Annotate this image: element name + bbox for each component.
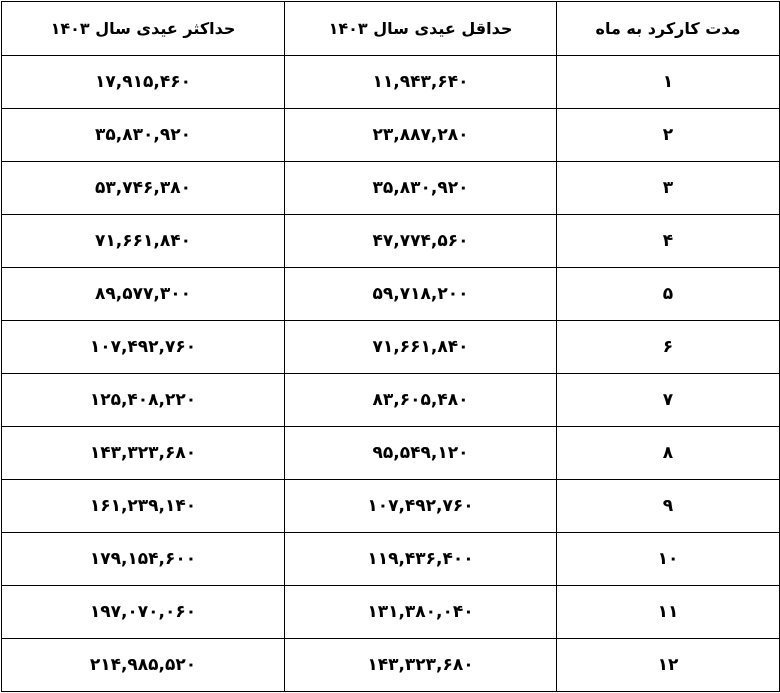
cell-min-eidi: ۸۳,۶۰۵,۴۸۰ — [285, 374, 557, 427]
cell-min-eidi: ۲۳,۸۸۷,۲۸۰ — [285, 109, 557, 162]
table-row — [2, 480, 780, 533]
cell-months: ۲ — [557, 109, 780, 162]
eidi-table — [1, 1, 780, 692]
cell-min-eidi: ۱۳۱,۳۸۰,۰۴۰ — [285, 586, 557, 639]
cell-max-eidi: ۱۷,۹۱۵,۴۶۰ — [2, 56, 285, 109]
cell-max-eidi: ۱۰۷,۴۹۲,۷۶۰ — [2, 321, 285, 374]
table-row — [2, 56, 780, 109]
cell-max-eidi: ۵۳,۷۴۶,۳۸۰ — [2, 162, 285, 215]
cell-months: ۱۱ — [557, 586, 780, 639]
table-row — [2, 268, 780, 321]
cell-min-eidi: ۴۷,۷۷۴,۵۶۰ — [285, 215, 557, 268]
cell-max-eidi: ۱۶۱,۲۳۹,۱۴۰ — [2, 480, 285, 533]
header-max-eidi: حداکثر عیدی سال ۱۴۰۳ — [2, 2, 285, 56]
cell-min-eidi: ۱۱۹,۴۳۶,۴۰۰ — [285, 533, 557, 586]
table-row — [2, 586, 780, 639]
cell-min-eidi: ۱۴۳,۳۲۳,۶۸۰ — [285, 639, 557, 692]
table-row — [2, 162, 780, 215]
cell-min-eidi: ۳۵,۸۳۰,۹۲۰ — [285, 162, 557, 215]
cell-months: ۳ — [557, 162, 780, 215]
table-row — [2, 374, 780, 427]
cell-min-eidi: ۵۹,۷۱۸,۲۰۰ — [285, 268, 557, 321]
cell-max-eidi: ۳۵,۸۳۰,۹۲۰ — [2, 109, 285, 162]
header-months: مدت کارکرد به ماه — [557, 2, 780, 56]
table-row — [2, 321, 780, 374]
cell-months: ۷ — [557, 374, 780, 427]
cell-min-eidi: ۷۱,۶۶۱,۸۴۰ — [285, 321, 557, 374]
table-row — [2, 109, 780, 162]
table-row — [2, 427, 780, 480]
cell-min-eidi: ۹۵,۵۴۹,۱۲۰ — [285, 427, 557, 480]
cell-max-eidi: ۱۷۹,۱۵۴,۶۰۰ — [2, 533, 285, 586]
cell-months: ۸ — [557, 427, 780, 480]
table-row — [2, 533, 780, 586]
cell-months: ۹ — [557, 480, 780, 533]
cell-max-eidi: ۱۴۳,۳۲۳,۶۸۰ — [2, 427, 285, 480]
cell-max-eidi: ۸۹,۵۷۷,۳۰۰ — [2, 268, 285, 321]
header-row — [2, 2, 780, 56]
cell-months: ۶ — [557, 321, 780, 374]
cell-months: ۱ — [557, 56, 780, 109]
cell-max-eidi: ۱۲۵,۴۰۸,۲۲۰ — [2, 374, 285, 427]
cell-months: ۱۰ — [557, 533, 780, 586]
table-row — [2, 215, 780, 268]
cell-months: ۴ — [557, 215, 780, 268]
cell-max-eidi: ۱۹۷,۰۷۰,۰۶۰ — [2, 586, 285, 639]
cell-min-eidi: ۱۰۷,۴۹۲,۷۶۰ — [285, 480, 557, 533]
cell-months: ۵ — [557, 268, 780, 321]
table-row — [2, 639, 780, 692]
cell-max-eidi: ۷۱,۶۶۱,۸۴۰ — [2, 215, 285, 268]
cell-min-eidi: ۱۱,۹۴۳,۶۴۰ — [285, 56, 557, 109]
header-min-eidi: حداقل عیدی سال ۱۴۰۳ — [285, 2, 557, 56]
cell-max-eidi: ۲۱۴,۹۸۵,۵۲۰ — [2, 639, 285, 692]
cell-months: ۱۲ — [557, 639, 780, 692]
